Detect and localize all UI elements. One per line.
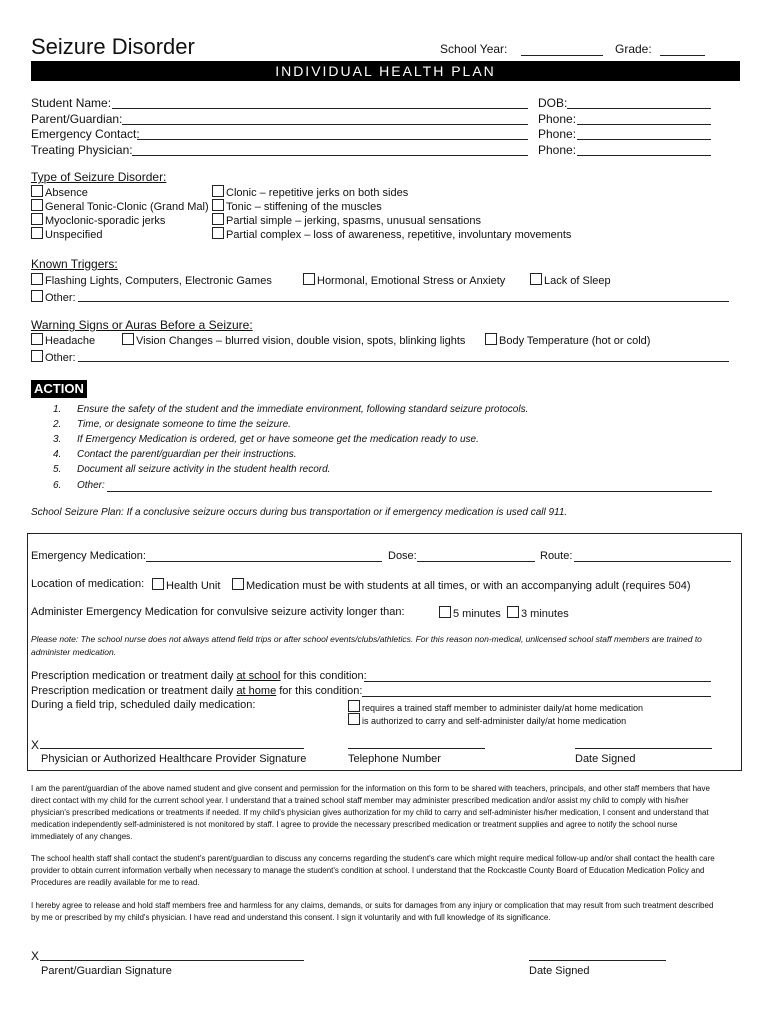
- checkbox[interactable]: [122, 333, 134, 345]
- checkbox[interactable]: [31, 333, 43, 345]
- action-heading: ACTION: [31, 380, 87, 398]
- warning-other-field[interactable]: [78, 361, 729, 362]
- trigger-option[interactable]: Flashing Lights, Computers, Electronic Games: [31, 273, 272, 287]
- route-field[interactable]: [574, 561, 731, 562]
- action-step: Ensure the safety of the student and the immediate environment, following standard seizure protocols.: [77, 404, 529, 415]
- checkbox[interactable]: [31, 290, 43, 302]
- checkbox[interactable]: [31, 185, 43, 197]
- banner: INDIVIDUAL HEALTH PLAN: [31, 61, 740, 81]
- phone-label: Phone:: [538, 112, 577, 126]
- action-step: If Emergency Medication is ordered, get or have someone get the medication ready to use.: [77, 434, 479, 445]
- trigger-other[interactable]: Other:: [31, 290, 76, 304]
- checkbox[interactable]: [31, 273, 43, 285]
- five-minutes-option[interactable]: 5 minutes: [439, 606, 501, 620]
- action-step: Contact the parent/guardian per their instructions.: [77, 449, 297, 460]
- parent-field[interactable]: [122, 124, 528, 125]
- page-title: Seizure Disorder: [31, 34, 195, 59]
- warning-other[interactable]: Other:: [31, 350, 76, 364]
- health-unit-option[interactable]: Health Unit: [152, 578, 220, 592]
- seizure-option[interactable]: General Tonic-Clonic (Grand Mal): [31, 199, 209, 213]
- student-name-field[interactable]: [112, 108, 528, 109]
- step-number: 3.: [53, 434, 62, 445]
- field-trip-option[interactable]: requires a trained staff member to administer daily/at home medication: [348, 700, 643, 713]
- route-label: Route:: [540, 550, 573, 562]
- school-seizure-plan: School Seizure Plan: If a conclusive seizure occurs during bus transportation or if emergency medication is used call 911.: [31, 507, 568, 518]
- grade-label: Grade:: [615, 42, 652, 56]
- phone-label: Phone:: [538, 143, 577, 157]
- checkbox[interactable]: [485, 333, 497, 345]
- checkbox[interactable]: [232, 578, 244, 590]
- consent-paragraph-2: The school health staff shall contact the student's parent/guardian to discuss any concerns regarding the student's care which might require medical follow-up and/or shall contact the health care provider to obtain current information verbally when necessary to manage the student's condition at school. I understand that the Rockcastle County Board of Education Medication Policy and Procedures are readily available for me to read.: [31, 854, 715, 887]
- provider-signature-label: Physician or Authorized Healthcare Provider Signature: [41, 753, 307, 765]
- seizure-option[interactable]: Absence: [31, 185, 88, 199]
- parent-signature-field[interactable]: [40, 960, 304, 961]
- emergency-med-field[interactable]: [146, 561, 382, 562]
- parent-date-field[interactable]: [529, 960, 666, 961]
- checkbox[interactable]: [348, 713, 360, 725]
- trigger-option[interactable]: Hormonal, Emotional Stress or Anxiety: [303, 273, 505, 287]
- action-step: Document all seizure activity in the student health record.: [77, 464, 331, 475]
- date-signed-field[interactable]: [575, 748, 712, 749]
- warning-option[interactable]: Vision Changes – blurred vision, double vision, spots, blinking lights: [122, 333, 465, 347]
- rx-home-field[interactable]: [362, 696, 711, 697]
- checkbox[interactable]: [348, 700, 360, 712]
- with-students-option[interactable]: Medication must be with students at all times, or with an accompanying adult (requires 504): [232, 578, 691, 592]
- consent-paragraph-3: I hereby agree to release and hold staff members free and harmless for any claims, demands, or suits for damages from any injury or complication that may result from such treatment described by me or prescribed by my child's physician. I have read and understand this consent. I sign it voluntarily and with full knowledge of its significance.: [31, 901, 714, 922]
- checkbox[interactable]: [31, 350, 43, 362]
- checkbox[interactable]: [212, 185, 224, 197]
- warning-option[interactable]: Body Temperature (hot or cold): [485, 333, 650, 347]
- field-trip-label: During a field trip, scheduled daily medication:: [31, 699, 256, 711]
- checkbox[interactable]: [507, 606, 519, 618]
- step-number: 4.: [53, 449, 62, 460]
- seizure-option[interactable]: Tonic – stiffening of the muscles: [212, 199, 382, 213]
- rx-school-field[interactable]: [364, 681, 711, 682]
- school-year-label: School Year:: [440, 42, 508, 56]
- consent-paragraph-1: I am the parent/guardian of the above named student and give consent and permission for the information on this form to be shared with teachers, principals, and other staff members that have direct contact with my child for the current school year. I understand that a trained school staff member may administer prescribed medication and/or assist my child to comply with his/her physician's prescribed medications or treatments if needed. If my child's physician gives authorization for my child to carry and self-administer his/her medication, I consent and understand that medication independently self-administered is not monitored by staff. I agree to provide the necessary prescribed medication or treatment supplies and agree to notify the school nurse immediately of any changes.: [31, 784, 710, 841]
- dob-field[interactable]: [567, 108, 711, 109]
- school-year-field[interactable]: [521, 55, 603, 56]
- three-minutes-option[interactable]: 3 minutes: [507, 606, 569, 620]
- rx-school-label: Prescription medication or treatment daily at school for this condition:: [31, 670, 367, 682]
- warning-option[interactable]: Headache: [31, 333, 95, 347]
- checkbox[interactable]: [31, 227, 43, 239]
- checkbox[interactable]: [31, 213, 43, 225]
- physician-field[interactable]: [132, 155, 528, 156]
- nurse-note: Please note: The school nurse does not always attend field trips or after school events/clubs/athletics. For this reason non-medical, unlicensed school staff members are trained to administer medication.: [31, 634, 702, 657]
- seizure-option[interactable]: Myoclonic-sporadic jerks: [31, 213, 165, 227]
- checkbox[interactable]: [530, 273, 542, 285]
- rx-home-label: Prescription medication or treatment daily at home for this condition:: [31, 685, 363, 697]
- checkbox[interactable]: [212, 213, 224, 225]
- seizure-type-heading: Type of Seizure Disorder:: [31, 170, 167, 184]
- dob-label: DOB:: [538, 96, 568, 110]
- action-step: Time, or designate someone to time the seizure.: [77, 419, 291, 430]
- x-mark: X: [31, 949, 40, 963]
- date-signed-label: Date Signed: [575, 753, 636, 765]
- parent-signature-label: Parent/Guardian Signature: [41, 965, 172, 977]
- seizure-option[interactable]: Clonic – repetitive jerks on both sides: [212, 185, 408, 199]
- step-number: 1.: [53, 404, 62, 415]
- emergency-contact-label: Emergency Contact:: [31, 127, 140, 141]
- provider-signature-field[interactable]: [40, 748, 304, 749]
- phone-field[interactable]: [577, 124, 711, 125]
- checkbox[interactable]: [212, 199, 224, 211]
- seizure-option[interactable]: Partial complex – loss of awareness, repetitive, involuntary movements: [212, 227, 571, 241]
- emergency-contact-field[interactable]: [137, 139, 528, 140]
- seizure-option[interactable]: Unspecified: [31, 227, 102, 241]
- action-other-field[interactable]: [107, 491, 712, 492]
- step-number: 2.: [53, 419, 62, 430]
- action-step: Other:: [77, 480, 105, 491]
- phone-field[interactable]: [577, 155, 711, 156]
- triggers-heading: Known Triggers:: [31, 257, 118, 271]
- emergency-med-label: Emergency Medication:: [31, 550, 146, 562]
- telephone-field[interactable]: [348, 748, 485, 749]
- phone-label: Phone:: [538, 127, 577, 141]
- seizure-option[interactable]: Partial simple – jerking, spasms, unusual sensations: [212, 213, 481, 227]
- phone-field[interactable]: [577, 139, 711, 140]
- checkbox[interactable]: [439, 606, 451, 618]
- parent-date-label: Date Signed: [529, 965, 590, 977]
- field-trip-option[interactable]: is authorized to carry and self-administer daily/at home medication: [348, 713, 626, 726]
- telephone-label: Telephone Number: [348, 753, 441, 765]
- checkbox[interactable]: [303, 273, 315, 285]
- warning-heading: Warning Signs or Auras Before a Seizure:: [31, 318, 253, 332]
- physician-label: Treating Physician:: [31, 143, 133, 157]
- checkbox[interactable]: [31, 199, 43, 211]
- trigger-other-field[interactable]: [78, 301, 729, 302]
- trigger-option[interactable]: Lack of Sleep: [530, 273, 611, 287]
- checkbox[interactable]: [212, 227, 224, 239]
- location-label: Location of medication:: [31, 578, 145, 590]
- x-mark: X: [31, 738, 40, 752]
- dose-label: Dose:: [388, 550, 417, 562]
- administer-label: Administer Emergency Medication for convulsive seizure activity longer than:: [31, 606, 405, 618]
- parent-label: Parent/Guardian:: [31, 112, 123, 126]
- step-number: 5.: [53, 464, 62, 475]
- dose-field[interactable]: [417, 561, 535, 562]
- grade-field[interactable]: [660, 55, 705, 56]
- student-name-label: Student Name:: [31, 96, 112, 110]
- checkbox[interactable]: [152, 578, 164, 590]
- step-number: 6.: [53, 480, 62, 491]
